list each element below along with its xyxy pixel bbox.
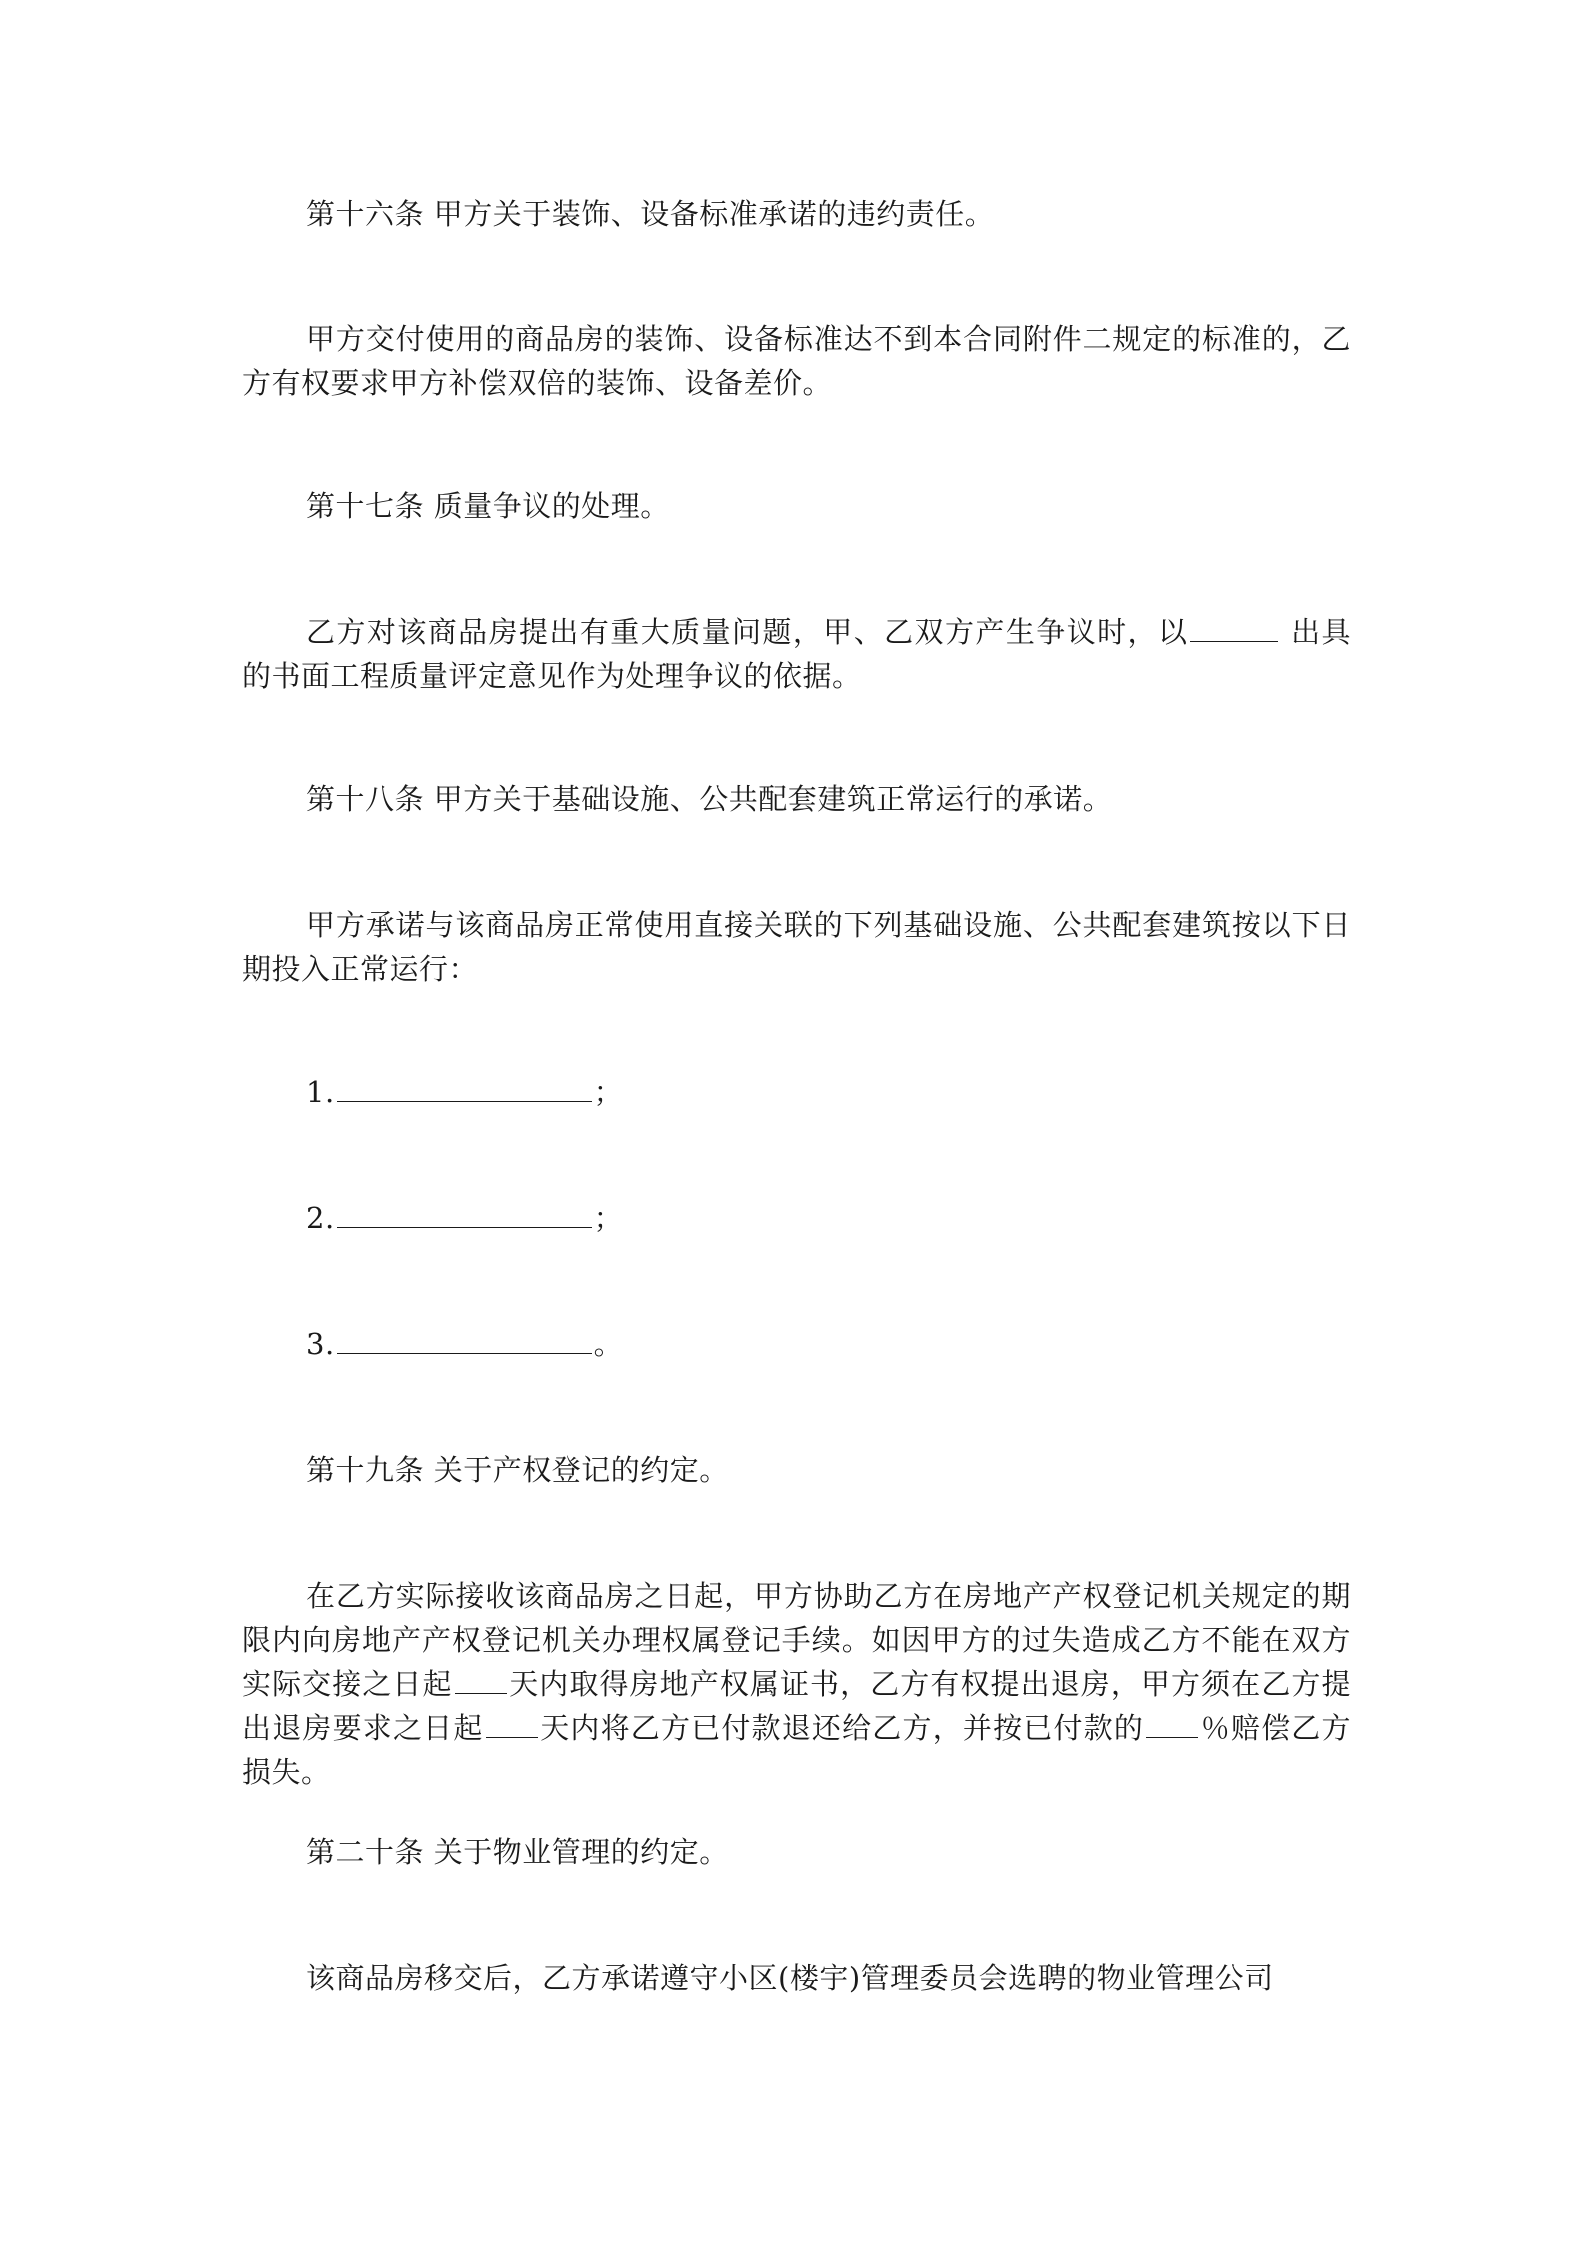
- article-20-heading: 第二十条 关于物业管理的约定。: [306, 1835, 729, 1869]
- fill-blank-line: [1146, 1709, 1198, 1738]
- article-19-heading: 第十九条 关于产权登记的约定。: [306, 1453, 729, 1487]
- article-16-heading: 第十六条 甲方关于装饰、设备标准承诺的违约责任。: [306, 197, 995, 231]
- article-17-body: [242, 610, 1351, 698]
- list-item-1-number: 1.: [306, 1075, 335, 1109]
- list-item-2-end: ；: [593, 1201, 624, 1235]
- fill-blank-line: [337, 1073, 592, 1102]
- fill-blank-line: [337, 1199, 592, 1228]
- article-18-heading: 第十八条 甲方关于基础设施、公共配套建筑正常运行的承诺。: [306, 782, 1113, 816]
- fill-blank-line: [455, 1665, 507, 1694]
- article-19-body: [242, 1574, 1351, 1794]
- fill-blank-line: [1190, 613, 1278, 642]
- article-16-body: 甲方交付使用的商品房的装饰、设备标准达不到本合同附件二规定的标准的，乙方有权要求甲方补偿双倍的装饰、设备差价。: [242, 322, 1351, 400]
- article-17-body-text-b: 出具的书面工程质量评定意见作为处理争议的依据。: [242, 615, 1351, 693]
- article-19-body-text-a: 在乙方实际接收该商品房之日起，甲方协助乙方在房地产产权登记机关规定的期限内向房地产产权登记机关办理权属登记手续。如因甲方的过失造成乙方不能在双方实际交接之日起: [242, 1579, 1351, 1701]
- article-19-body-text-b: 天内取得房地产权属证书，乙方有权提出退房，甲方须在乙方提出退房要求之日起: [242, 1667, 1351, 1745]
- fill-blank-line: [337, 1325, 592, 1354]
- list-item-2-number: 2.: [306, 1201, 335, 1235]
- list-item-1: [306, 1070, 623, 1114]
- article-18-body: 甲方承诺与该商品房正常使用直接关联的下列基础设施、公共配套建筑按以下日期投入正常运行：: [242, 908, 1351, 986]
- list-item-2: [306, 1196, 623, 1240]
- list-item-1-end: ；: [593, 1075, 624, 1109]
- fill-blank-line: [486, 1709, 538, 1738]
- article-19-body-text-c: 天内将乙方已付款退还给乙方，并按已付款的: [539, 1711, 1145, 1745]
- article-19-body-text-d: ％赔偿乙方损失。: [242, 1711, 1351, 1789]
- article-17-body-text-a: 乙方对该商品房提出有重大质量问题，甲、乙双方产生争议时，以: [306, 615, 1189, 649]
- list-item-3-end: 。: [593, 1327, 624, 1361]
- article-17-heading: 第十七条 质量争议的处理。: [306, 489, 670, 523]
- list-item-3-number: 3.: [306, 1327, 335, 1361]
- list-item-3: [306, 1322, 623, 1366]
- article-20-body: 该商品房移交后，乙方承诺遵守小区(楼宇)管理委员会选聘的物业管理公司: [306, 1961, 1274, 1995]
